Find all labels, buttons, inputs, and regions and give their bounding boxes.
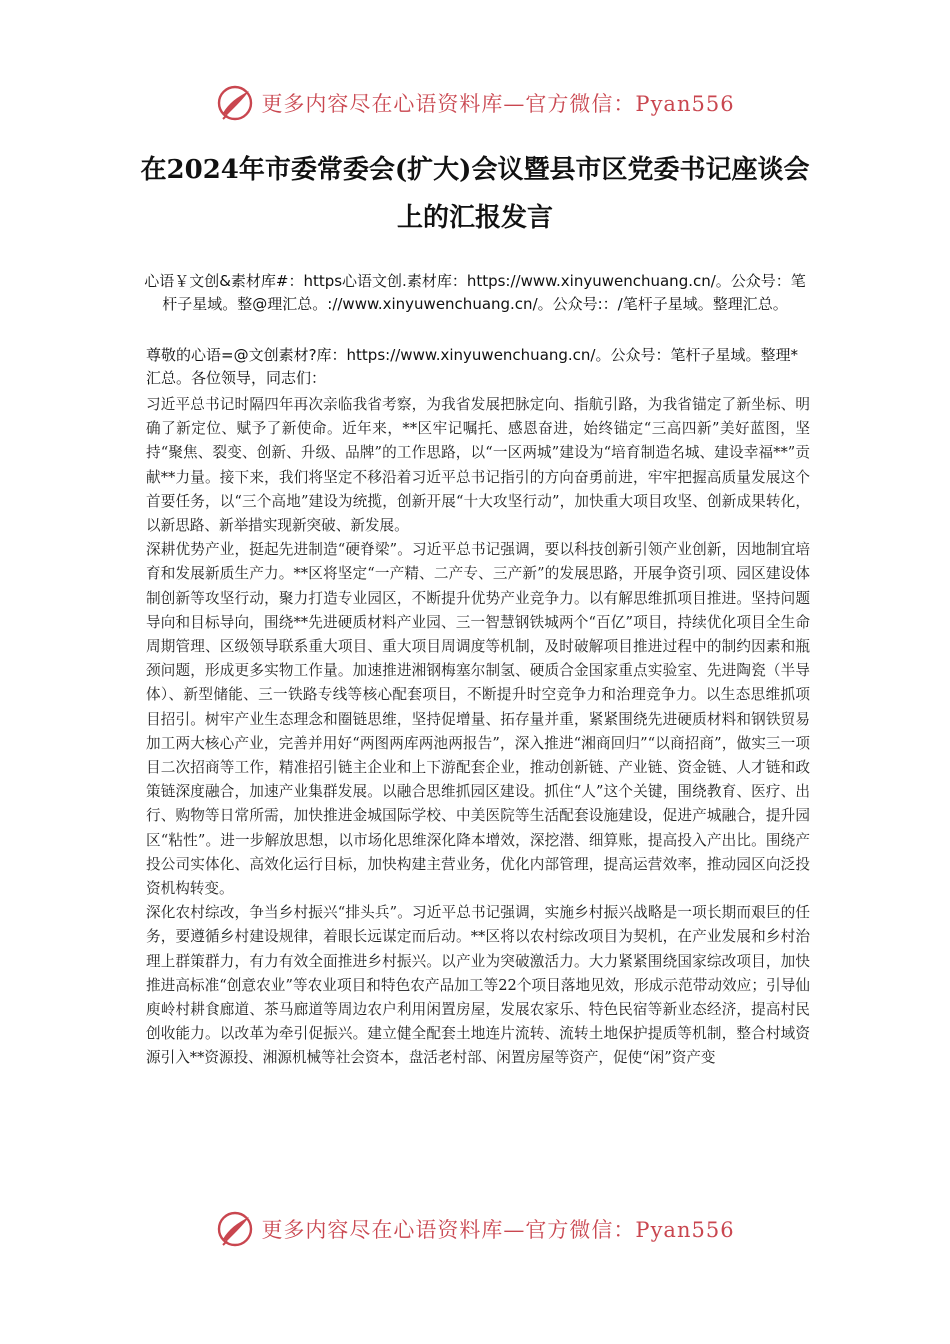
banner-text: 更多内容尽在心语资料库—官方微信：Pyan556 xyxy=(261,1218,735,1242)
document-title: 在2024年市委常委会(扩大)会议暨县市区党委书记座谈会上的汇报发言 xyxy=(140,155,810,233)
paragraph: 深耕优势产业，挺起先进制造“硬脊梁”。习近平总书记强调，要以科技创新引领产业创新，因地制宜培育和发展新质生产力。**区将坚定“一产精、二产专、三产新”的发展思路，开展争资引项、园区建设体制创新等攻坚行动，聚力打造专业园区，不断提升优势产业竞争力。以有解思维抓项目推进。坚持问题导向和目标导向，围绕**先进硬质材料产业园、三一智慧钢铁城两个“百亿”项目，持续优化项目全生命周期管理、区级领导联系重大项目、重大项目周调度等机制，及时破解项目推进过程中的制约因素和瓶颈问题，形成更多实物工作量。加速推进湘钢梅塞尔制氢、硬质合金国家重点实验室、先进陶瓷（半导体）、新型储能、三一铁路专线等核心配套项目，不断提升时空竞争力和治理竞争力。以生态思维抓项目招引。树牢产业生态理念和圈链思维，坚持促增量、拓存量并重，紧紧围绕先进硬质材料和钢铁贸易加工两大核心产业，完善并用好“两图两库两池两报告”，深入推进“湘商回归”“以商招商”，做实三一项目二次招商等工作，精准招引链主企业和上下游配套企业，推动创新链、产业链、资金链、人才链和政策链深度融合，加速产业集群发展。以融合思维抓园区建设。抓住“人”这个关键，围绕教育、医疗、出行、购物等日常所需，加快推进金城国际学校、中美医院等生活配套设施建设，促进产城融合，提升园区“粘性”。进一步解放思想，以市场化思维深化降本增效，深挖潜、细算账，提高投入产出比。围绕产投公司实体化、高效化运行目标，加快构建主营业务，优化内部管理，提高运营效率，推动园区向泛投资机构转变。 xyxy=(146,541,810,898)
source-note: 心语￥文创&素材库#：https心语文创.素材库：https://www.xinyuwenchuang.cn/。公众号：笔杆子星域。整@理汇总。://www.xinyuwenchuang.cn/。公众号:：/笔杆子星域。整理汇总。 xyxy=(144,272,806,313)
document-body xyxy=(146,393,810,1071)
footer-banner xyxy=(0,1206,950,1252)
paragraph: 习近平总书记时隔四年再次亲临我省考察，为我省发展把脉定向、指航引路，为我省锚定了新坐标、明确了新定位、赋予了新使命。近年来，**区牢记嘱托、感恩奋进，始终锚定“三高四新”美好蓝图，坚持“聚焦、裂变、创新、升级、品牌”的工作思路，以“一区两城”建设为“培育制造名城、建设幸福**”贡献**力量。接下来，我们将坚定不移沿着习近平总书记指引的方向奋勇前进，牢牢把握高质量发展这个首要任务，以“三个高地”建设为统揽，创新开展“十大攻坚行动”，加快重大项目攻坚、创新成果转化，以新思路、新举措实现新突破、新发展。 xyxy=(146,396,810,535)
paragraph: 深化农村综改，争当乡村振兴“排头兵”。习近平总书记强调，实施乡村振兴战略是一项长期而艰巨的任务，要遵循乡村建设规律，着眼长远谋定而后动。**区将以农村综改项目为契机，在产业发展和乡村治理上群策群力，有力有效全面推进乡村振兴。以产业为突破激活力。大力紧紧围绕国家综改项目，加快推进高标准“创意农业”等农业项目和特色农产品加工等22个项目落地见效，形成示范带动效应；引导仙庾岭村耕食廊道、茶马廊道等周边农户利用闲置房屋，发展农家乐、特色民宿等新业态经济，提高村民创收能力。以改革为牵引促振兴。建立健全配套土地连片流转、流转土地保护提质等机制，整合村域资源引入**资源投、湘源机械等社会资本，盘活老村部、闲置房屋等资产，促使“闲”资产变 xyxy=(146,904,810,1067)
header-banner xyxy=(0,80,950,126)
banner-text: 更多内容尽在心语资料库—官方微信：Pyan556 xyxy=(261,92,735,116)
salutation: 尊敬的心语=@文创素材?库：https://www.xinyuwenchuang.cn/。公众号：笔杆子星域。整理*汇总。各位领导，同志们： xyxy=(146,346,798,387)
brand-logo-icon xyxy=(215,83,255,123)
brand-logo-icon xyxy=(215,1209,255,1249)
